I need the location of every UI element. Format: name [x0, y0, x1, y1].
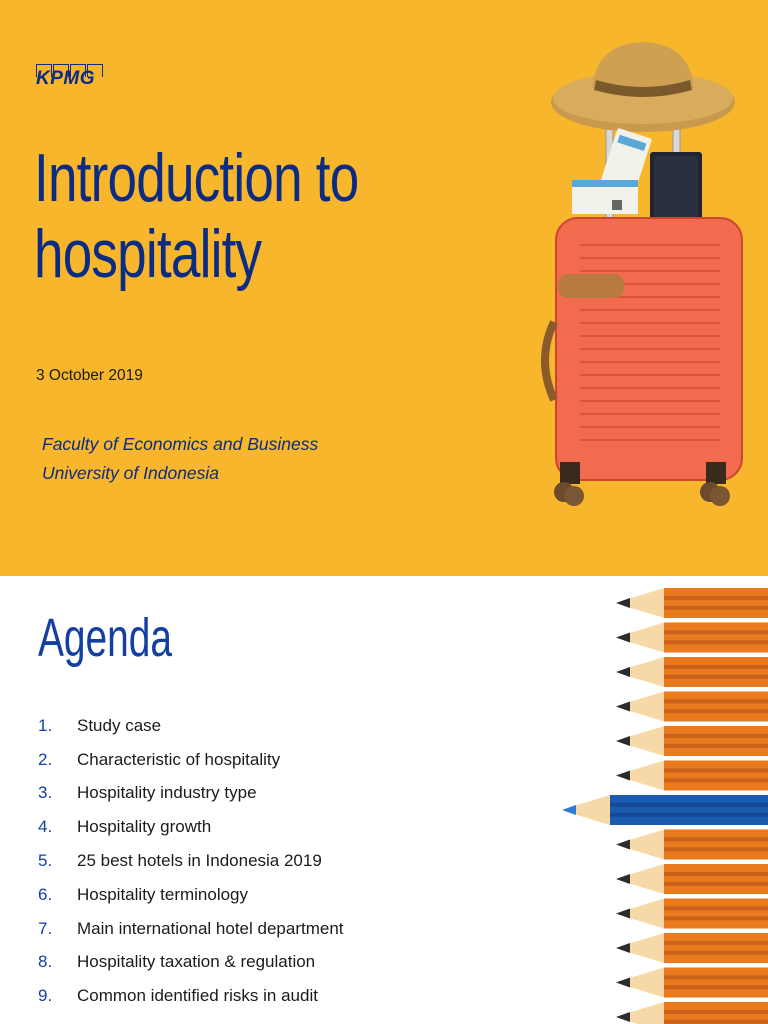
- item-number: 2.: [38, 749, 53, 769]
- blue-pencil-icon: [562, 795, 768, 825]
- item-label: Main international hotel department: [77, 918, 344, 938]
- list-item: [38, 844, 344, 878]
- item-label: Characteristic of hospitality: [77, 749, 281, 769]
- item-number: 1.: [38, 715, 53, 735]
- orange-pencil-icon: [616, 588, 768, 618]
- faculty-line-1: Faculty of Economics and Business: [42, 434, 319, 454]
- item-number: 7.: [38, 918, 53, 938]
- suitcase-icon: [545, 218, 742, 506]
- list-item: [38, 777, 344, 811]
- item-number: 8.: [38, 952, 53, 972]
- kpmg-logo: [36, 64, 103, 90]
- orange-pencil-icon: [616, 692, 768, 722]
- item-label: Hospitality terminology: [77, 884, 249, 904]
- title-line-1: Introduction to: [34, 140, 359, 216]
- title-line-2: hospitality: [34, 216, 262, 292]
- straw-hat-icon: [551, 42, 735, 132]
- agenda-title: Agenda: [38, 608, 173, 668]
- list-item: [38, 912, 344, 946]
- orange-pencil-icon: [616, 657, 768, 687]
- item-number: 4.: [38, 817, 53, 837]
- item-number: 5.: [38, 851, 53, 871]
- list-item: [38, 709, 344, 743]
- page-title: [34, 140, 362, 292]
- orange-pencil-icon: [616, 761, 768, 791]
- list-item: [38, 946, 344, 980]
- list-item: [38, 878, 344, 912]
- pencils-illustration: [556, 576, 768, 1024]
- item-number: 6.: [38, 884, 53, 904]
- item-label: Study case: [77, 715, 162, 735]
- orange-pencil-icon: [616, 864, 768, 894]
- orange-pencil-icon: [616, 623, 768, 653]
- passport-icon: [650, 152, 702, 222]
- faculty-info: [42, 430, 318, 488]
- orange-pencil-icon: [616, 933, 768, 963]
- item-label: Hospitality industry type: [77, 783, 257, 803]
- orange-pencil-icon: [616, 830, 768, 860]
- item-label: 25 best hotels in Indonesia 2019: [77, 851, 322, 871]
- orange-pencil-icon: [616, 968, 768, 998]
- agenda-list: [38, 709, 344, 1013]
- item-label: Hospitality taxation & regulation: [77, 952, 316, 972]
- faculty-line-2: University of Indonesia: [42, 463, 220, 483]
- orange-pencil-icon: [616, 726, 768, 756]
- list-item: [38, 979, 344, 1013]
- list-item: [38, 743, 344, 777]
- item-number: 3.: [38, 783, 53, 803]
- item-label: Hospitality growth: [77, 817, 212, 837]
- item-label: Common identified risks in audit: [77, 986, 318, 1006]
- presentation-date: 3 October 2019: [36, 367, 143, 384]
- orange-pencil-icon: [616, 899, 768, 929]
- logo-text: KPMG: [36, 68, 95, 89]
- list-item: [38, 810, 344, 844]
- suitcase-with-hat-illustration: [530, 30, 760, 530]
- agenda-slide: [0, 576, 768, 1024]
- item-number: 9.: [38, 986, 53, 1006]
- orange-pencil-icon: [616, 1002, 768, 1024]
